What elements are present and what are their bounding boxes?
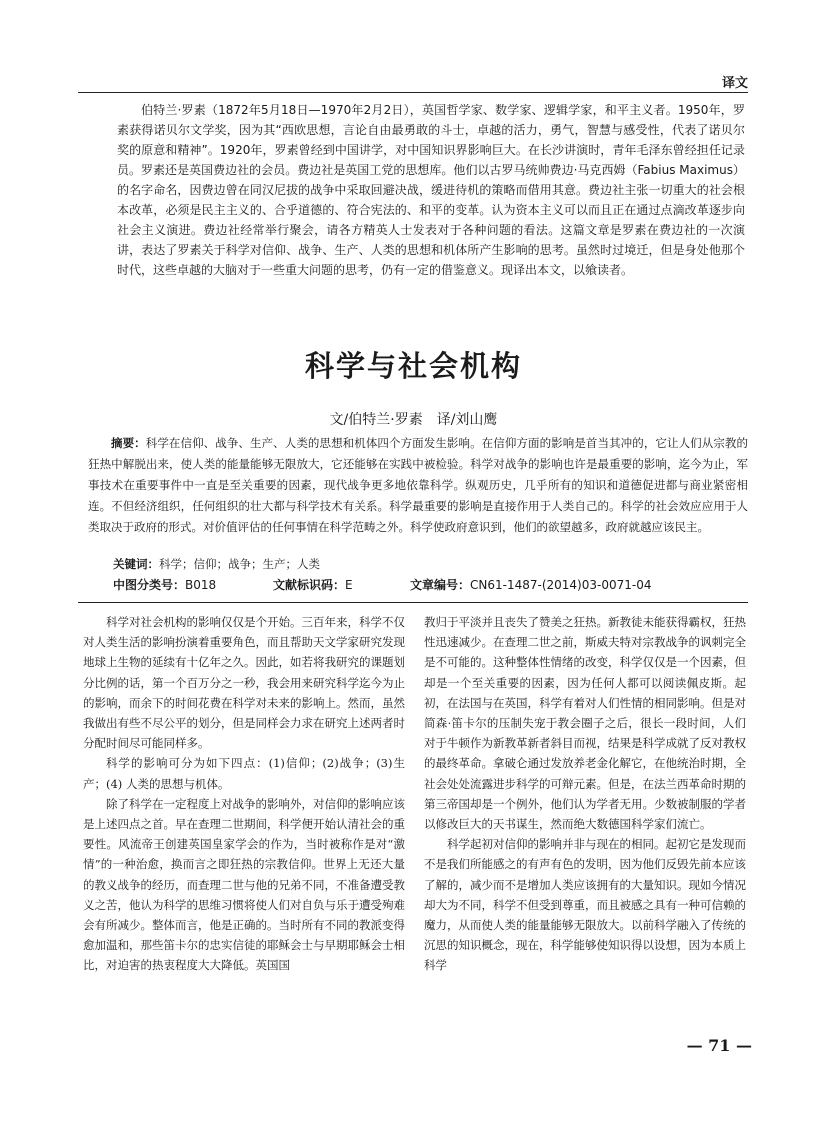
classification-number: 中图分类号：B018: [113, 578, 217, 592]
article-number: 文章编号：CN61-1487-(2014)03-0071-04: [410, 578, 652, 592]
body-paragraph: 科学的影响可分为如下四点：(1)信仰；(2)战争；(3)生产；(4) 人类的思想与机体。: [83, 756, 405, 791]
body-paragraph: 科学起初对信仰的影响并非与现在的相同。起初它是发现而不是我们所能感之的有声有色的发明，因为他们反毁先前本应该了解的，减少而不是增加人类应该拥有的大量知识。现如今情况却大为不同，科学不但受到尊重，而且被感之具有一种可信赖的魔力，从而使人类的能量能够无限放大。以前科学融入了传统的沉思的知识概念，现在，科学能够使知识得以设想，因为本质上科学: [424, 837, 746, 973]
body-column-right: [424, 612, 746, 976]
body-column-left: [83, 612, 405, 976]
body-paragraph: 科学对社会机构的影响仅仅是个开始。三百年来，科学不仅对人类生活的影响扮演着重要角色，而且帮助天文学家研究发现地球上生物的延续有十亿年之久。因此，如若将我研究的课题划分比例的话，第一个百万分之一秒，我会用来研究科学迄今为止的影响，而余下的时间花费在科学对未来的影响上。然而，虽然我做出有些不尽公平的划分，但是同样会力求在研究上述两者时分配时间尽可能同样多。: [83, 615, 405, 751]
header-rule: [78, 92, 748, 93]
page-number: — 71 —: [686, 1036, 752, 1055]
article-byline: 文/伯特兰·罗素 译/刘山鹰: [329, 412, 498, 428]
abstract: [88, 433, 748, 538]
intro-paragraph: 伯特兰·罗素（1872年5月18日—1970年2月2日），英国哲学家、数学家、逻辑学家，和平主义者。1950年，罗素获得诺贝尔文学奖，因为其“西欧思想，言论自由最勇敢的斗士，卓越的活力，勇气，智慧与感受性，代表了诺贝尔奖的原意和精神”。1920年，罗素曾经到中国讲学，对中国知识界影响巨大。在长沙讲演时，青年毛泽东曾经担任记录员。罗素还是英国费边社的会员。费边社是英国工党的思想库。他们以古罗马统帅费边·马克西姆（Fabius Maximus）的名字命名，因费边曾在同汉尼拔的战争中采取回避决战，缓进待机的策略而借用其意。费边社主张一切重大的社会根本改革，必须是民主主义的、合乎道德的、符合宪法的、和平的变革。认为资本主义可以而且正在通过点滴改革逐步向社会主义演进。费边社经常举行聚会，请各方精英人士发表对于各种问题的看法。这篇文章是罗素在费边社的一次演讲，表达了罗素关于科学对信仰、战争、生产、人类的思想和机体所产生影响的思考。虽然时过境迁，但是身处他那个时代，这些卓越的大脑对于一些重大问题的思考，仍有一定的借鉴意义。现译出本文，以飨读者。: [117, 103, 745, 277]
keywords: [113, 556, 320, 572]
section-tag: 译文: [721, 76, 748, 91]
abstract-text: 科学在信仰、战争、生产、人类的思想和机体四个方面发生影响。在信仰方面的影响是首当其冲的，它让人们从宗教的狂热中解脱出来，使人类的能量能够无限放大，它还能够在实践中被检验。科学对战争的影响也许是最重要的影响，迄今为止，军事技术在重要事件中一直是至关重要的因素，现代战争更多地依靠科学。纵观历史，几乎所有的知识和道德促进都与商业紧密相连。不但经济组织，任何组织的壮大都与科学技术有关系。科学最重要的影响是直接作用于人类自己的。科学的社会效应应用于人类取决于政府的形式。对价值评估的任何事情在科学范畴之外。科学使政府意识到，他们的欲望越多，政府就越应该民主。: [88, 436, 748, 534]
document-code: 文献标识码：E: [273, 578, 353, 592]
keywords-label: 关键词：: [113, 557, 159, 571]
abstract-label: 摘要：: [111, 436, 146, 450]
keywords-text: 科学；信仰；战争；生产；人类: [159, 557, 320, 571]
article-title: 科学与社会机构: [304, 349, 522, 383]
section-rule: [78, 602, 748, 603]
body-paragraph: 教归于平淡并且丧失了赞美之狂热。新教徒未能获得霸权，狂热性迅速减少。在查理二世之前，斯威夫特对宗教战争的讽刺完全是不可能的。这种整体性情绪的改变，科学仅仅是一个因素，但却是一个至关重要的因素，因为任何人都可以阅读佩皮斯。起初，在法国与在英国，科学有着对人们性情的相同影响。但是对简森·笛卡尔的压制失宠于教会圈子之后，很长一段时间，人们对于牛顿作为新教革新者斜目而视，结果是科学成就了反对教权的最终革命。拿破仑通过发放养老金化解它，在他统治时期，全社会处处流露进步科学的可辩元素。但是，在法兰西革命时期的第三帝国却是一个例外，他们认为学者无用。少数被制服的学者以修改巨大的天书谋生，然而绝大数德国科学家们流亡。: [424, 615, 746, 832]
body-paragraph: 除了科学在一定程度上对战争的影响外，对信仰的影响应该是上述四点之首。早在查理二世期间，科学便开始认清社会的重要性。风流帝王创建英国皇家学会的作为，当时被称作是对“激情”的一种治愈，换而言之即狂热的宗教信仰。世界上无还大量的教义战争的经历，而查理二世与他的兄弟不同，不准备遭受教义之苦，他认为科学的思维习惯将使人们对自负与乐于遭受殉难会有所减少。整体而言，他是正确的。当时所有不同的教派变得愈加温和，那些笛卡尔的忠实信徒的耶稣会士与早期耶稣会士相比，对迫害的热衷程度大大降低。英国国: [83, 796, 405, 973]
